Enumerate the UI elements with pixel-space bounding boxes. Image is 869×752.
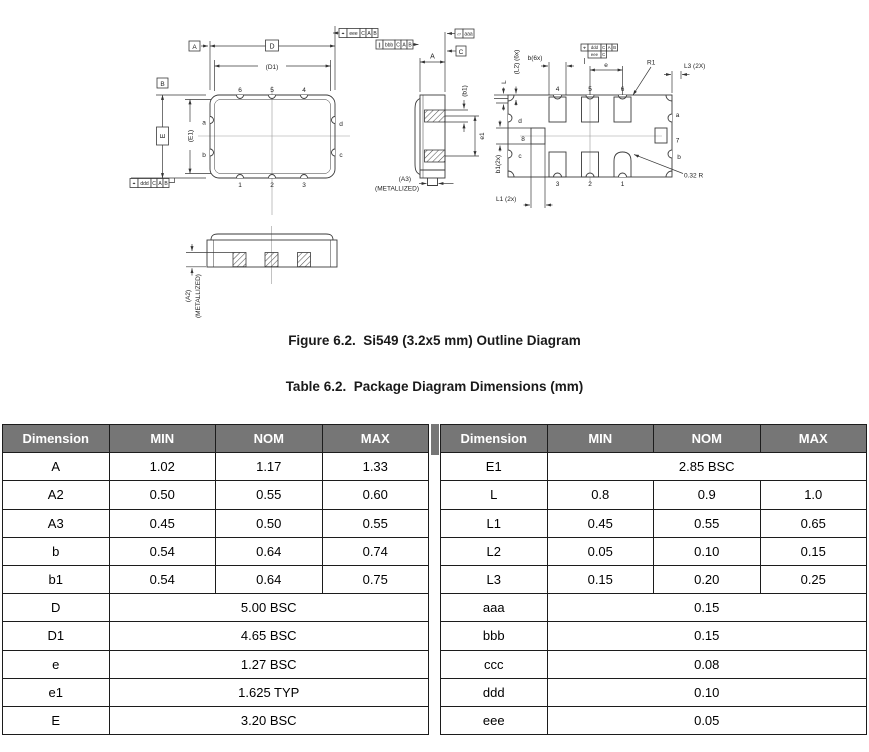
table-gap bbox=[429, 424, 440, 735]
datum-c-label: C bbox=[458, 48, 464, 56]
figure-caption: Figure 6.2. Si549 (3.2x5 mm) Outline Diagram bbox=[288, 333, 581, 348]
land-pad-7 bbox=[655, 128, 667, 143]
min-cell: 0.45 bbox=[109, 509, 216, 537]
land-pad bbox=[614, 97, 631, 122]
table-row bbox=[441, 678, 867, 706]
svg-text:C: C bbox=[361, 31, 365, 38]
span-cell: 0.15 bbox=[547, 594, 867, 622]
svg-text:aaa: aaa bbox=[464, 31, 473, 38]
dim-l3-label: L3 (2X) bbox=[684, 63, 706, 70]
dim-cell: L1 bbox=[441, 509, 548, 537]
dim-b-label: b(6x) bbox=[527, 55, 543, 62]
pin-number: 5 bbox=[588, 86, 592, 93]
svg-text:∥: ∥ bbox=[378, 42, 381, 49]
svg-text:bbb: bbb bbox=[384, 42, 394, 49]
svg-text:⌖: ⌖ bbox=[132, 181, 136, 188]
pin-number: 5 bbox=[270, 87, 274, 94]
dim-d1-label: (D1) bbox=[265, 64, 279, 71]
nom-cell: 0.64 bbox=[216, 565, 323, 593]
feature-control-frame bbox=[447, 29, 474, 38]
svg-text:C: C bbox=[152, 181, 156, 188]
corner-label: d bbox=[518, 118, 522, 125]
nom-cell: 1.17 bbox=[216, 453, 323, 481]
dim-cell: b1 bbox=[3, 565, 110, 593]
table-header-row bbox=[441, 425, 867, 453]
dim-e-label: e bbox=[604, 62, 608, 69]
pin-number: 8 bbox=[521, 136, 525, 143]
table-header-row bbox=[3, 425, 429, 453]
metallized-pad bbox=[265, 253, 278, 267]
dim-e1-label: (E1) bbox=[187, 129, 195, 143]
svg-text:eee: eee bbox=[349, 31, 358, 38]
header-dimension: Dimension bbox=[441, 425, 548, 453]
dim-e-label: E bbox=[160, 133, 167, 139]
min-cell: 0.54 bbox=[109, 537, 216, 565]
min-cell: 0.8 bbox=[547, 481, 654, 509]
dim-cell: L3 bbox=[441, 565, 548, 593]
feature-control-frame bbox=[376, 40, 419, 49]
dim-cell: E1 bbox=[441, 453, 548, 481]
metallized-pad bbox=[298, 253, 311, 267]
r1-label: R1 bbox=[647, 59, 656, 67]
pin-number: 1 bbox=[238, 182, 242, 189]
min-cell: 0.50 bbox=[109, 481, 216, 509]
dim-l-label: L bbox=[500, 80, 508, 84]
metallized-label: (METALLIZED) bbox=[194, 274, 202, 318]
pin-number: 2 bbox=[270, 182, 274, 189]
dim-cell: ccc bbox=[441, 650, 548, 678]
top-view bbox=[130, 26, 378, 215]
dim-cell: L bbox=[441, 481, 548, 509]
header-dimension: Dimension bbox=[3, 425, 110, 453]
max-cell: 0.55 bbox=[322, 509, 429, 537]
pin-number: 1 bbox=[620, 181, 625, 188]
header-nom: NOM bbox=[216, 425, 323, 453]
svg-text:C: C bbox=[396, 42, 400, 49]
dim-cell: A2 bbox=[3, 481, 110, 509]
span-cell: 0.10 bbox=[547, 678, 867, 706]
svg-text:B: B bbox=[164, 181, 168, 188]
table-row bbox=[441, 650, 867, 678]
header-max: MAX bbox=[760, 425, 867, 453]
dim-a-label: A bbox=[430, 53, 435, 61]
side-view bbox=[375, 29, 486, 193]
nom-cell: 0.64 bbox=[216, 537, 323, 565]
dim-cell: aaa bbox=[441, 594, 548, 622]
max-cell: 0.75 bbox=[322, 565, 429, 593]
metallized-pad bbox=[233, 253, 246, 267]
max-cell: 1.33 bbox=[322, 453, 429, 481]
span-cell: 0.08 bbox=[547, 650, 867, 678]
table-row bbox=[3, 537, 429, 565]
table-row bbox=[441, 565, 867, 593]
dim-a2-label: (A2) bbox=[184, 289, 192, 303]
max-cell: 0.60 bbox=[322, 481, 429, 509]
table-row bbox=[3, 594, 429, 622]
svg-text:B: B bbox=[373, 31, 377, 38]
span-cell: 1.625 TYP bbox=[109, 678, 429, 706]
max-cell: 0.65 bbox=[760, 509, 867, 537]
corner-label: b bbox=[677, 154, 681, 161]
dim-cell: A bbox=[3, 453, 110, 481]
pin-number: 7 bbox=[675, 137, 680, 145]
dim-l2-label: (L2) (6x) bbox=[513, 49, 521, 75]
dim-cell: E bbox=[3, 706, 110, 734]
bottom-view bbox=[494, 44, 705, 208]
front-view bbox=[185, 226, 337, 318]
svg-text:▱: ▱ bbox=[457, 31, 461, 38]
nom-cell: 0.55 bbox=[654, 509, 761, 537]
span-cell: 1.27 BSC bbox=[109, 650, 429, 678]
table-row bbox=[441, 537, 867, 565]
svg-text:A: A bbox=[158, 181, 162, 188]
max-cell: 1.0 bbox=[760, 481, 867, 509]
min-cell: 0.15 bbox=[547, 565, 654, 593]
svg-text:ddd: ddd bbox=[140, 181, 149, 188]
dim-d-label: D bbox=[269, 43, 275, 51]
dim-cell: A3 bbox=[3, 509, 110, 537]
dim-cell: L2 bbox=[441, 537, 548, 565]
svg-text:B: B bbox=[408, 42, 412, 49]
feature-control-frame bbox=[581, 44, 618, 64]
svg-text:C: C bbox=[602, 52, 606, 58]
pin-number: 2 bbox=[588, 181, 592, 188]
span-cell: 4.65 BSC bbox=[109, 622, 429, 650]
svg-text:B: B bbox=[613, 45, 617, 51]
corner-radius-label: 0.32 R bbox=[684, 172, 704, 180]
corner-label: a bbox=[675, 112, 680, 119]
span-cell: 2.85 BSC bbox=[547, 453, 867, 481]
min-cell: 0.45 bbox=[547, 509, 654, 537]
table-row bbox=[3, 650, 429, 678]
corner-label: c bbox=[339, 152, 343, 159]
nom-cell: 0.9 bbox=[654, 481, 761, 509]
svg-text:A: A bbox=[607, 45, 611, 51]
min-cell: 0.05 bbox=[547, 537, 654, 565]
table-row bbox=[441, 706, 867, 734]
span-cell: 0.05 bbox=[547, 706, 867, 734]
max-cell: 0.25 bbox=[760, 565, 867, 593]
table-caption: Table 6.2. Package Diagram Dimensions (mm) bbox=[285, 379, 584, 394]
span-cell: 5.00 BSC bbox=[109, 594, 429, 622]
svg-text:eee: eee bbox=[590, 52, 599, 58]
dim-e1-label: e1 bbox=[478, 132, 486, 140]
land-pad bbox=[549, 97, 566, 122]
dim-cell: bbb bbox=[441, 622, 548, 650]
datum-a-label: A bbox=[192, 43, 197, 51]
corner-label: c bbox=[518, 153, 522, 160]
table-row bbox=[441, 509, 867, 537]
dim-cell: b bbox=[3, 537, 110, 565]
table-row bbox=[441, 622, 867, 650]
dim-cell: eee bbox=[441, 706, 548, 734]
pin-number: 3 bbox=[555, 181, 560, 188]
datum-b-label: B bbox=[160, 80, 165, 88]
metallized-pad bbox=[425, 110, 446, 122]
max-cell: 0.15 bbox=[760, 537, 867, 565]
svg-text:A: A bbox=[367, 31, 371, 38]
dim-cell: D bbox=[3, 594, 110, 622]
max-cell: 0.74 bbox=[322, 537, 429, 565]
pin-number: 6 bbox=[620, 86, 625, 93]
span-cell: 0.15 bbox=[547, 622, 867, 650]
feature-control-frame bbox=[333, 29, 378, 38]
table-row bbox=[3, 565, 429, 593]
metallized-label: (METALLIZED) bbox=[375, 185, 419, 193]
svg-text:ddd: ddd bbox=[590, 45, 599, 51]
span-cell: 3.20 BSC bbox=[109, 706, 429, 734]
svg-text:C: C bbox=[602, 45, 606, 51]
header-min: MIN bbox=[109, 425, 216, 453]
dim-b1-label: b1(2x) bbox=[494, 154, 502, 174]
svg-text:⌖: ⌖ bbox=[583, 45, 586, 51]
dim-b1-label: (b1) bbox=[461, 85, 469, 97]
table-row bbox=[441, 594, 867, 622]
header-min: MIN bbox=[547, 425, 654, 453]
pin-number: 3 bbox=[302, 182, 306, 189]
table-row bbox=[3, 509, 429, 537]
dim-cell: ddd bbox=[441, 678, 548, 706]
table-row bbox=[3, 481, 429, 509]
nom-cell: 0.10 bbox=[654, 537, 761, 565]
header-max: MAX bbox=[322, 425, 429, 453]
dim-cell: e1 bbox=[3, 678, 110, 706]
dim-l1-label: L1 (2x) bbox=[496, 196, 517, 203]
corner-label: a bbox=[202, 119, 206, 127]
table-row bbox=[3, 453, 429, 481]
feature-control-frame bbox=[130, 178, 175, 188]
svg-text:A: A bbox=[402, 42, 406, 49]
min-cell: 1.02 bbox=[109, 453, 216, 481]
table-row bbox=[3, 678, 429, 706]
header-nom: NOM bbox=[654, 425, 761, 453]
dimensions-table-left bbox=[2, 424, 429, 735]
nom-cell: 0.50 bbox=[216, 509, 323, 537]
dimension-tables bbox=[2, 424, 867, 735]
pin-number: 6 bbox=[238, 87, 242, 94]
pin-number: 4 bbox=[302, 87, 306, 94]
a3-label: (A3) bbox=[398, 176, 411, 183]
svg-text:⌖: ⌖ bbox=[341, 31, 345, 38]
corner-label: d bbox=[339, 121, 343, 128]
min-cell: 0.54 bbox=[109, 565, 216, 593]
dim-cell: D1 bbox=[3, 622, 110, 650]
table-row bbox=[441, 481, 867, 509]
pin-number: 4 bbox=[555, 86, 560, 93]
nom-cell: 0.55 bbox=[216, 481, 323, 509]
dim-cell: e bbox=[3, 650, 110, 678]
metallized-pad bbox=[425, 150, 446, 162]
table-row bbox=[3, 622, 429, 650]
nom-cell: 0.20 bbox=[654, 565, 761, 593]
table-row bbox=[3, 706, 429, 734]
corner-label: b bbox=[202, 152, 206, 159]
dimensions-table-right bbox=[440, 424, 867, 735]
table-row bbox=[441, 453, 867, 481]
